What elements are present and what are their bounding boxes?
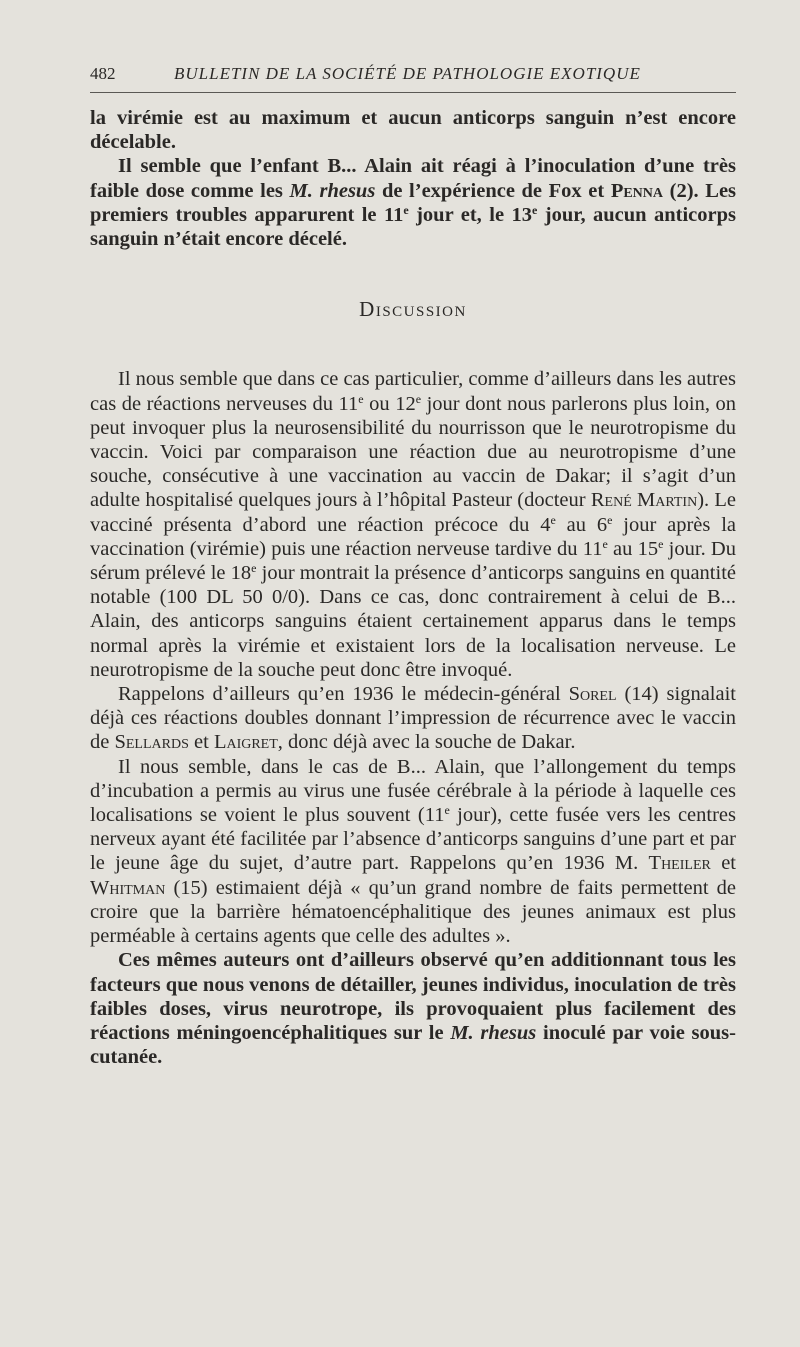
paragraph-sorel: Rappelons d’ailleurs qu’en 1936 le médecin-général Sorel (14) signalait déjà ces réactions doubles donnant l’impression de récurrence avec le vaccin de Sellards et Laigret, donc déjà avec la souche de Dakar. <box>90 683 736 754</box>
page-header <box>90 60 736 93</box>
paragraph-incubation: Il nous semble, dans le cas de B... Alain, que l’allongement du temps d’incubation a permis au virus une fusée cérébrale à la période à laquelle ces localisations se voient le plus souvent (11e jour), cette fusée vers les centres nerveux ayant été facilitée par l’absence d’anticorps sanguins d’une part et par le jeune âge du sujet, d’autre part. Rappelons qu’en 1936 M. Theiler et Whitman (15) estimaient déjà « qu’un grand nombre de faits permettent de croire que la barrière hématoencéphalitique des jeunes animaux est plus perméable à certains agents que celle des adultes ». <box>90 755 737 948</box>
section-heading: Discussion <box>359 297 467 322</box>
paragraph-conclusion: Ces mêmes auteurs ont d’ailleurs observé qu’en additionnant tous les facteurs que nous venons de détailler, jeunes individus, inoculation de très faibles doses, virus neurotrope, ils provoquaient plus facilement des réactions méningoencéphalitiques sur le M. rhesus inoculé par voie sous-cutanée. <box>90 949 736 1069</box>
running-title: BULLETIN DE LA SOCIÉTÉ DE PATHOLOGIE EXOTIQUE <box>174 64 641 83</box>
page-number: 482 <box>90 64 116 83</box>
body-text <box>90 106 736 1069</box>
paragraph-comparison: Il nous semble que dans ce cas particulier, comme d’ailleurs dans les autres cas de réactions nerveuses du 11e ou 12e jour dont nous parlerons plus loin, on peut invoquer plus la neurosensibilité du nourrisson que le neurotropisme du vaccin. Voici par comparaison une réaction due au neurotropisme d’une souche, consécutive à une vaccination au vaccin de Dakar; il s’agit d’un adulte hospitalisé quelques jours à l’hôpital Pasteur (docteur René Martin). Le vacciné présenta d’abord une réaction précoce du 4e au 6e jour après la vaccination (virémie) puis une réaction nerveuse tardive du 11e au 15e jour. Du sérum prélevé le 18e jour montrait la présence d’anticorps sanguins en quantité notable (100 DL 50 0/0). Dans ce cas, donc contrairement à celui de B... Alain, des anticorps sanguins étaient certainement apparus dans le temps normal après la virémie et existaient lors de la localisation nerveuse. Le neurotropisme de la souche peut donc être invoqué. <box>90 368 737 681</box>
paragraph-continuation: la virémie est au maximum et aucun anticorps sanguin n’est encore décelable. <box>90 107 736 154</box>
paragraph-child-reaction: Il semble que l’enfant B... Alain ait réagi à l’inoculation d’une très faible dose comme les M. rhesus de l’expérience de Fox et Penna (2). Les premiers troubles apparurent le 11e jour et, le 13e jour, aucun anticorps sanguin n’était encore décelé. <box>90 155 737 251</box>
